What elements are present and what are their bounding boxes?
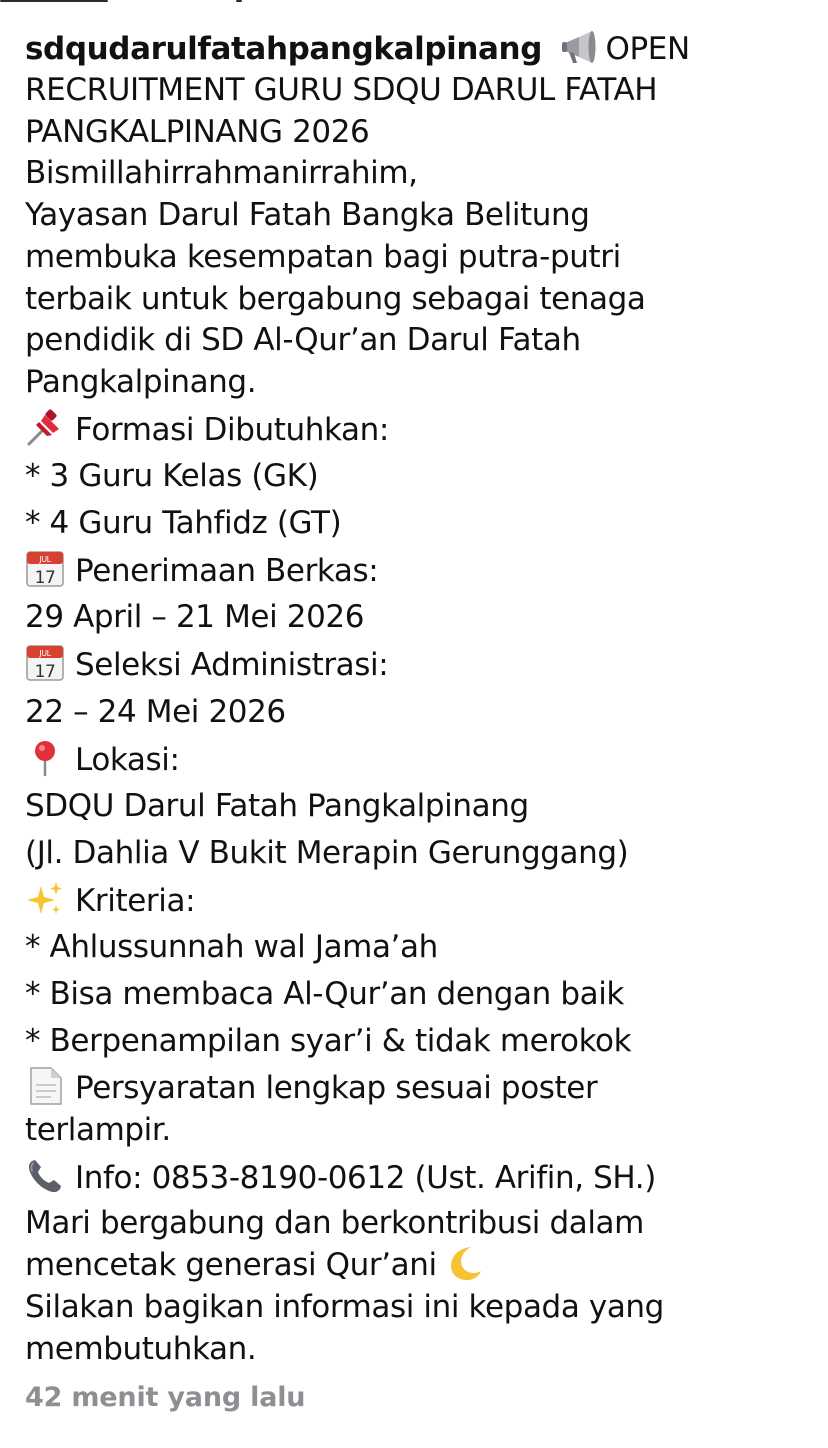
round-pushpin-icon	[25, 739, 65, 777]
post-title-line1: OPEN	[605, 31, 690, 67]
greeting: Bismillahirrahmanirrahim,	[25, 155, 418, 192]
persyaratan-line	[25, 1067, 810, 1110]
seleksi-date: 22 – 24 Mei 2026	[25, 693, 286, 730]
closing-line: Mari bergabung dan berkontribusi dalam	[25, 1204, 644, 1241]
persyaratan-text: Persyaratan lengkap sesuai poster	[75, 1070, 598, 1107]
calendar-icon-day: 17	[34, 567, 56, 588]
closing-text: mencetak generasi Qur’ani	[25, 1247, 437, 1284]
lokasi-address: (Jl. Dahlia V Bukit Merapin Gerunggang)	[25, 834, 629, 871]
post-title-line2: RECRUITMENT GURU SDQU DARUL FATAH	[25, 72, 658, 108]
telephone-icon	[25, 1157, 65, 1195]
intro-line: Yayasan Darul Fatah Bangka Belitung	[25, 197, 590, 234]
post-timestamp: 42 menit yang lalu	[25, 1382, 306, 1413]
info-line	[25, 1157, 810, 1200]
formasi-item: * 3 Guru Kelas (GK)	[25, 458, 319, 495]
kriteria-heading-line	[25, 880, 810, 923]
calendar-icon-month: JUL	[39, 649, 51, 659]
page-icon	[25, 1067, 65, 1105]
megaphone-icon	[559, 28, 599, 66]
berkas-heading-line	[25, 550, 810, 593]
crescent-moon-icon	[445, 1244, 485, 1282]
formasi-item: * 4 Guru Tahfidz (GT)	[25, 505, 342, 542]
username-link[interactable]: sdqudarulfatahpangkalpinang	[25, 31, 543, 67]
persyaratan-text-cont: terlampir.	[25, 1112, 171, 1149]
post-caption	[25, 28, 810, 1370]
info-text: Info: 0853-8190-0612 (Ust. Arifin, SH.)	[75, 1159, 656, 1196]
share-line: membutuhkan.	[25, 1330, 257, 1367]
pushpin-icon	[25, 409, 65, 447]
intro-line: membuka kesempatan bagi putra-putri	[25, 238, 621, 275]
previous-content-edge	[0, 0, 828, 16]
intro-line: Pangkalpinang.	[25, 363, 257, 400]
share-line: Silakan bagikan informasi ini kepada yang	[25, 1288, 664, 1325]
sparkles-icon	[25, 880, 65, 918]
closing-line2	[25, 1244, 810, 1287]
kriteria-item: * Ahlussunnah wal Jama’ah	[25, 929, 438, 966]
berkas-date: 29 April – 21 Mei 2026	[25, 599, 365, 636]
berkas-heading: Penerimaan Berkas:	[75, 552, 379, 589]
intro-line: pendidik di SD Al-Qur’an Darul Fatah	[25, 322, 581, 359]
previous-content-fragment	[0, 0, 108, 2]
calendar-icon-month: JUL	[39, 554, 51, 564]
lokasi-name: SDQU Darul Fatah Pangkalpinang	[25, 788, 529, 825]
calendar-icon-day: 17	[34, 662, 56, 683]
caption-line	[25, 28, 810, 70]
previous-content-fragment	[236, 0, 242, 2]
seleksi-heading-line	[25, 644, 810, 687]
kriteria-item: * Berpenampilan syar’i & tidak merokok	[25, 1022, 632, 1059]
calendar-icon	[25, 644, 65, 682]
lokasi-heading: Lokasi:	[75, 741, 180, 778]
intro-line: terbaik untuk bergabung sebagai tenaga	[25, 280, 646, 317]
formasi-heading-line	[25, 409, 810, 452]
seleksi-heading: Seleksi Administrasi:	[75, 647, 389, 684]
kriteria-heading: Kriteria:	[75, 882, 196, 919]
calendar-icon	[25, 550, 65, 588]
formasi-heading: Formasi Dibutuhkan:	[75, 411, 389, 448]
post-title-line3: PANGKALPINANG 2026	[25, 113, 370, 150]
lokasi-heading-line	[25, 739, 810, 782]
kriteria-item: * Bisa membaca Al-Qur’an dengan baik	[25, 976, 624, 1013]
